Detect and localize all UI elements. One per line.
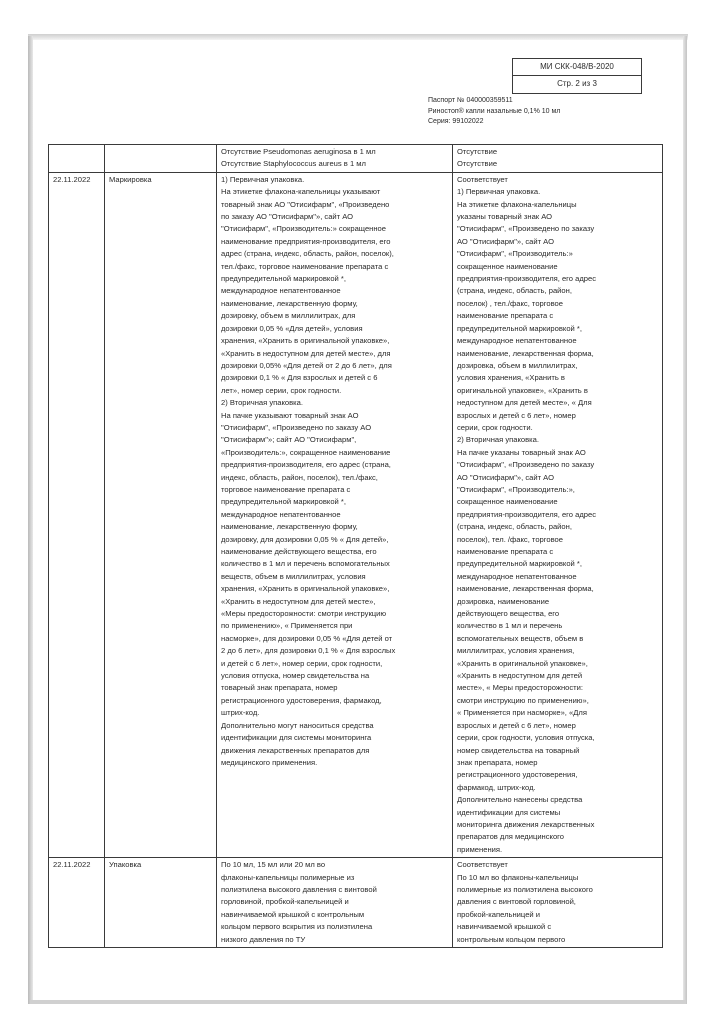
text-line: по заказу АО "Отисифарм"», сайт АО bbox=[221, 212, 354, 222]
text-line: сокращенное наименование bbox=[457, 497, 558, 507]
text-line: "Отисифарм", «Производитель:», bbox=[457, 484, 575, 494]
document-code-box bbox=[512, 58, 642, 94]
text-line: сокращенное наименование bbox=[457, 261, 558, 271]
text-line: предприятия-производителя, его адрес (страна, bbox=[221, 460, 391, 470]
text-line: На пачке указаны товарный знак АО bbox=[457, 447, 586, 457]
text-line: 1) Первичная упаковка. bbox=[221, 174, 305, 184]
text-line: На этикетке флакона-капельницы указывают bbox=[221, 187, 381, 197]
text-line: АО "Отисифарм"», сайт АО bbox=[457, 236, 554, 246]
text-line: полиэтилена высокого давления с винтовой bbox=[221, 884, 377, 894]
text-line: «Производитель:», сокращенное наименование bbox=[221, 447, 391, 457]
text-line: фармакод, штрих-код. bbox=[457, 782, 536, 792]
text-line: Дополнительно могут наноситься средства bbox=[221, 720, 374, 730]
cell-date: 22.11.2022 bbox=[49, 172, 105, 857]
text-line: "Отисифарм", «Произведено по заказу bbox=[457, 224, 595, 234]
text-line: Отсутствие bbox=[457, 147, 498, 156]
text-line: международное непатентованное bbox=[221, 509, 341, 519]
text-line: наименование предприятия-производителя, его bbox=[221, 236, 391, 246]
scan-edge-left bbox=[28, 36, 33, 1004]
text-line: предупредительной маркировкой *, bbox=[457, 559, 582, 569]
cell-requirement bbox=[217, 145, 453, 173]
text-line: полимерные из полиэтилена высокого bbox=[457, 884, 593, 894]
text-line: 2) Вторичная упаковка. bbox=[457, 435, 539, 445]
text-line: предприятия-производителя, его адрес bbox=[457, 274, 597, 284]
text-line: международное непатентованное bbox=[457, 571, 577, 581]
scan-edge-bottom bbox=[30, 1000, 686, 1004]
text-line: "Отисифарм", «Произведено по заказу bbox=[457, 460, 595, 470]
test-results-table bbox=[48, 144, 663, 948]
cell-indicator: Маркировка bbox=[105, 172, 217, 857]
text-line: «Хранить в недоступном для детей месте», для bbox=[221, 348, 391, 358]
cell-indicator bbox=[105, 145, 217, 173]
text-line: идентификации для системы мониторинга bbox=[221, 733, 372, 743]
cell-date bbox=[49, 145, 105, 173]
text-line: регистрационного удостоверения, bbox=[457, 770, 578, 780]
text-line: оригинальной упаковке», «Хранить в bbox=[457, 385, 588, 395]
text-line: предупредительной маркировкой *, bbox=[221, 274, 346, 284]
text-line: дозировку, объем в миллилитрах, для bbox=[221, 311, 356, 321]
text-line: миллилитрах, условия хранения, bbox=[457, 646, 575, 656]
text-line: условия хранения, «Хранить в bbox=[457, 373, 565, 383]
text-line: указаны товарный знак АО bbox=[457, 212, 553, 222]
text-line: поселок), тел. /факс, торговое bbox=[457, 534, 563, 544]
cell-requirement bbox=[217, 172, 453, 857]
text-line: месте», « Меры предосторожности: bbox=[457, 683, 584, 693]
text-line: дозировка, наименование bbox=[457, 596, 550, 606]
text-line: мониторинга движения лекарственных bbox=[457, 819, 595, 829]
text-line: номер свидетельства на товарный bbox=[457, 745, 580, 755]
text-line: По 10 мл, 15 мл или 20 мл во bbox=[221, 860, 326, 870]
text-line: наименование действующего вещества, его bbox=[221, 547, 377, 556]
text-line: «Меры предосторожности: смотри инструкцию bbox=[221, 609, 387, 619]
text-line: индекс, область, район, поселок), тел./факс, bbox=[221, 472, 378, 482]
text-line: идентификации для системы bbox=[457, 807, 561, 817]
text-line: предупредительной маркировкой *, bbox=[457, 323, 582, 333]
text-line: действующего вещества, его bbox=[457, 609, 560, 619]
series-number: Серия: 99102022 bbox=[428, 118, 484, 125]
text-line: хранения, «Хранить в оригинальной упаковке», bbox=[221, 584, 390, 594]
text-line: поселок) , тел./факс, торговое bbox=[457, 298, 563, 308]
cell-result bbox=[453, 172, 663, 857]
passport-number: Паспорт № 040000359511 bbox=[428, 97, 513, 104]
text-line: кольцом первого вскрытия из полиэтилена bbox=[221, 922, 373, 932]
text-line: Отсутствие Pseudomonas aeruginosa в 1 мл bbox=[221, 147, 376, 156]
text-line: пробкой-капельницей и bbox=[457, 909, 541, 919]
text-line: "Отисифарм", «Произведено по заказу АО bbox=[221, 422, 372, 432]
text-line: дозировки 0,05 % «Для детей», условия bbox=[221, 323, 363, 333]
text-line: смотри инструкцию по применению», bbox=[457, 695, 589, 705]
text-line: предупредительной маркировкой *, bbox=[221, 497, 346, 507]
text-line: "Отисифарм", «Производитель:» сокращенное bbox=[221, 224, 387, 234]
text-line: 2 до 6 лет», для дозировки 0,1 % « Для взрослых bbox=[221, 646, 396, 656]
text-line: и детей с 6 лет», номер серии, срок годности, bbox=[221, 658, 383, 668]
document-code: МИ СКК-048/В-2020 bbox=[540, 62, 614, 71]
text-line: количество в 1 мл и перечень вспомогательных bbox=[221, 559, 390, 569]
text-line: наименование, лекарственная форма, bbox=[457, 584, 594, 594]
text-line: условия отпуска, номер свидетельства на bbox=[221, 671, 370, 681]
table-row bbox=[49, 172, 663, 857]
text-line: навинчиваемой крышкой с контрольным bbox=[221, 909, 365, 919]
text-line: знак препарата, номер bbox=[457, 757, 538, 767]
scan-edge-right bbox=[683, 36, 687, 1004]
text-line: Соответствует bbox=[457, 860, 508, 870]
cell-indicator: Упаковка bbox=[105, 858, 217, 948]
text-line: тел./факс, торговое наименование препарата с bbox=[221, 261, 389, 271]
text-line: 2) Вторичная упаковка. bbox=[221, 398, 303, 408]
text-line: движения лекарственных препаратов для bbox=[221, 745, 370, 755]
text-line: Соответствует bbox=[457, 174, 508, 184]
cell-result bbox=[453, 145, 663, 173]
product-name: Риностоп® капли назальные 0,1% 10 мл bbox=[428, 107, 561, 115]
text-line: наименование препарата с bbox=[457, 547, 554, 556]
text-line: количество в 1 мл и перечень bbox=[457, 621, 563, 631]
text-line: взрослых и детей с 6 лет», номер bbox=[457, 720, 576, 730]
text-line: давления с винтовой горловиной, bbox=[457, 897, 576, 907]
text-line: наименование, лекарственную форму, bbox=[221, 522, 358, 532]
text-line: медицинского применения. bbox=[221, 757, 318, 767]
text-line: горловиной, пробкой-капельницей и bbox=[221, 897, 349, 907]
text-line: адрес (страна, индекс, область, район, поселок), bbox=[221, 249, 394, 259]
text-line: предприятия-производителя, его адрес bbox=[457, 509, 597, 519]
text-line: наименование, лекарственную форму, bbox=[221, 298, 358, 308]
text-line: « Применяется при насморке», «Для bbox=[457, 708, 587, 718]
text-line: хранения, «Хранить в оригинальной упаковке», bbox=[221, 336, 390, 346]
text-line: низкого давления по ТУ bbox=[221, 934, 306, 944]
text-line: торговое наименование препарата с bbox=[221, 484, 351, 494]
text-line: дозировка, объем в миллилитрах, bbox=[457, 360, 578, 370]
text-line: по применению», « Применяется при bbox=[221, 621, 353, 631]
text-line: На пачке указывают товарный знак АО bbox=[221, 410, 359, 420]
text-line: наименование, лекарственная форма, bbox=[457, 348, 594, 358]
text-line: лет», номер серии, срок годности. bbox=[221, 385, 342, 395]
text-line: насморке», для дозировки 0,05 % «Для детей от bbox=[221, 633, 393, 643]
scan-edge-top bbox=[28, 34, 688, 40]
cell-date: 22.11.2022 bbox=[49, 858, 105, 948]
text-line: флаконы-капельницы полимерные из bbox=[221, 872, 355, 882]
cell-requirement bbox=[217, 858, 453, 948]
text-line: "Отисифарм"»; сайт АО "Отисифарм", bbox=[221, 435, 357, 445]
text-line: Отсутствие bbox=[457, 159, 498, 169]
text-line: серии, срок годности, условия отпуска, bbox=[457, 733, 595, 743]
text-line: штрих-код. bbox=[221, 708, 260, 718]
text-line: международное непатентованное bbox=[221, 286, 341, 296]
text-line: регистрационного удостоверения, фармакод, bbox=[221, 695, 382, 705]
text-line: «Хранить в недоступном для детей bbox=[457, 671, 583, 681]
text-line: Дополнительно нанесены средства bbox=[457, 795, 583, 805]
text-line: недоступном для детей месте», « Для bbox=[457, 398, 592, 408]
text-line: дозировки 0,05% «Для детей от 2 до 6 лет», для bbox=[221, 360, 392, 370]
cell-result bbox=[453, 858, 663, 948]
text-line: "Отисифарм", «Производитель:» bbox=[457, 249, 573, 259]
passport-info bbox=[428, 96, 648, 128]
text-line: препаратов для медицинского bbox=[457, 832, 565, 842]
text-line: На этикетке флакона-капельницы bbox=[457, 199, 577, 209]
text-line: «Хранить в оригинальной упаковке», bbox=[457, 658, 588, 668]
text-line: применения. bbox=[457, 844, 503, 854]
text-line: товарный знак препарата, номер bbox=[221, 683, 338, 693]
text-line: 1) Первичная упаковка. bbox=[457, 187, 541, 197]
text-line: По 10 мл во флаконы-капельницы bbox=[457, 872, 579, 882]
table-row bbox=[49, 858, 663, 948]
text-line: дозировки 0,1 % « Для взрослых и детей с 6 bbox=[221, 373, 378, 383]
text-line: взрослых и детей с 6 лет», номер bbox=[457, 410, 576, 420]
text-line: контрольным кольцом первого bbox=[457, 934, 566, 944]
text-line: (страна, индекс, область, район, bbox=[457, 286, 572, 296]
text-line: АО "Отисифарм"», сайт АО bbox=[457, 472, 554, 482]
text-line: дозировку, для дозировки 0,05 % « Для детей», bbox=[221, 534, 389, 544]
text-line: навинчиваемой крышкой с bbox=[457, 922, 552, 932]
text-line: товарный знак АО "Отисифарм", «Произведено bbox=[221, 199, 390, 209]
table-row bbox=[49, 145, 663, 173]
text-line: Отсутствие Staphylococcus aureus в 1 мл bbox=[221, 159, 366, 169]
text-line: «Хранить в недоступном для детей месте», bbox=[221, 596, 376, 606]
text-line: (страна, индекс, область, район, bbox=[457, 522, 572, 532]
text-line: веществ, объем в миллилитрах, условия bbox=[221, 571, 366, 581]
text-line: международное непатентованное bbox=[457, 336, 577, 346]
text-line: наименование препарата с bbox=[457, 311, 554, 321]
text-line: серии, срок годности. bbox=[457, 422, 533, 432]
text-line: вспомогательных веществ, объем в bbox=[457, 633, 584, 643]
page-number: Стр. 2 из 3 bbox=[513, 75, 641, 92]
